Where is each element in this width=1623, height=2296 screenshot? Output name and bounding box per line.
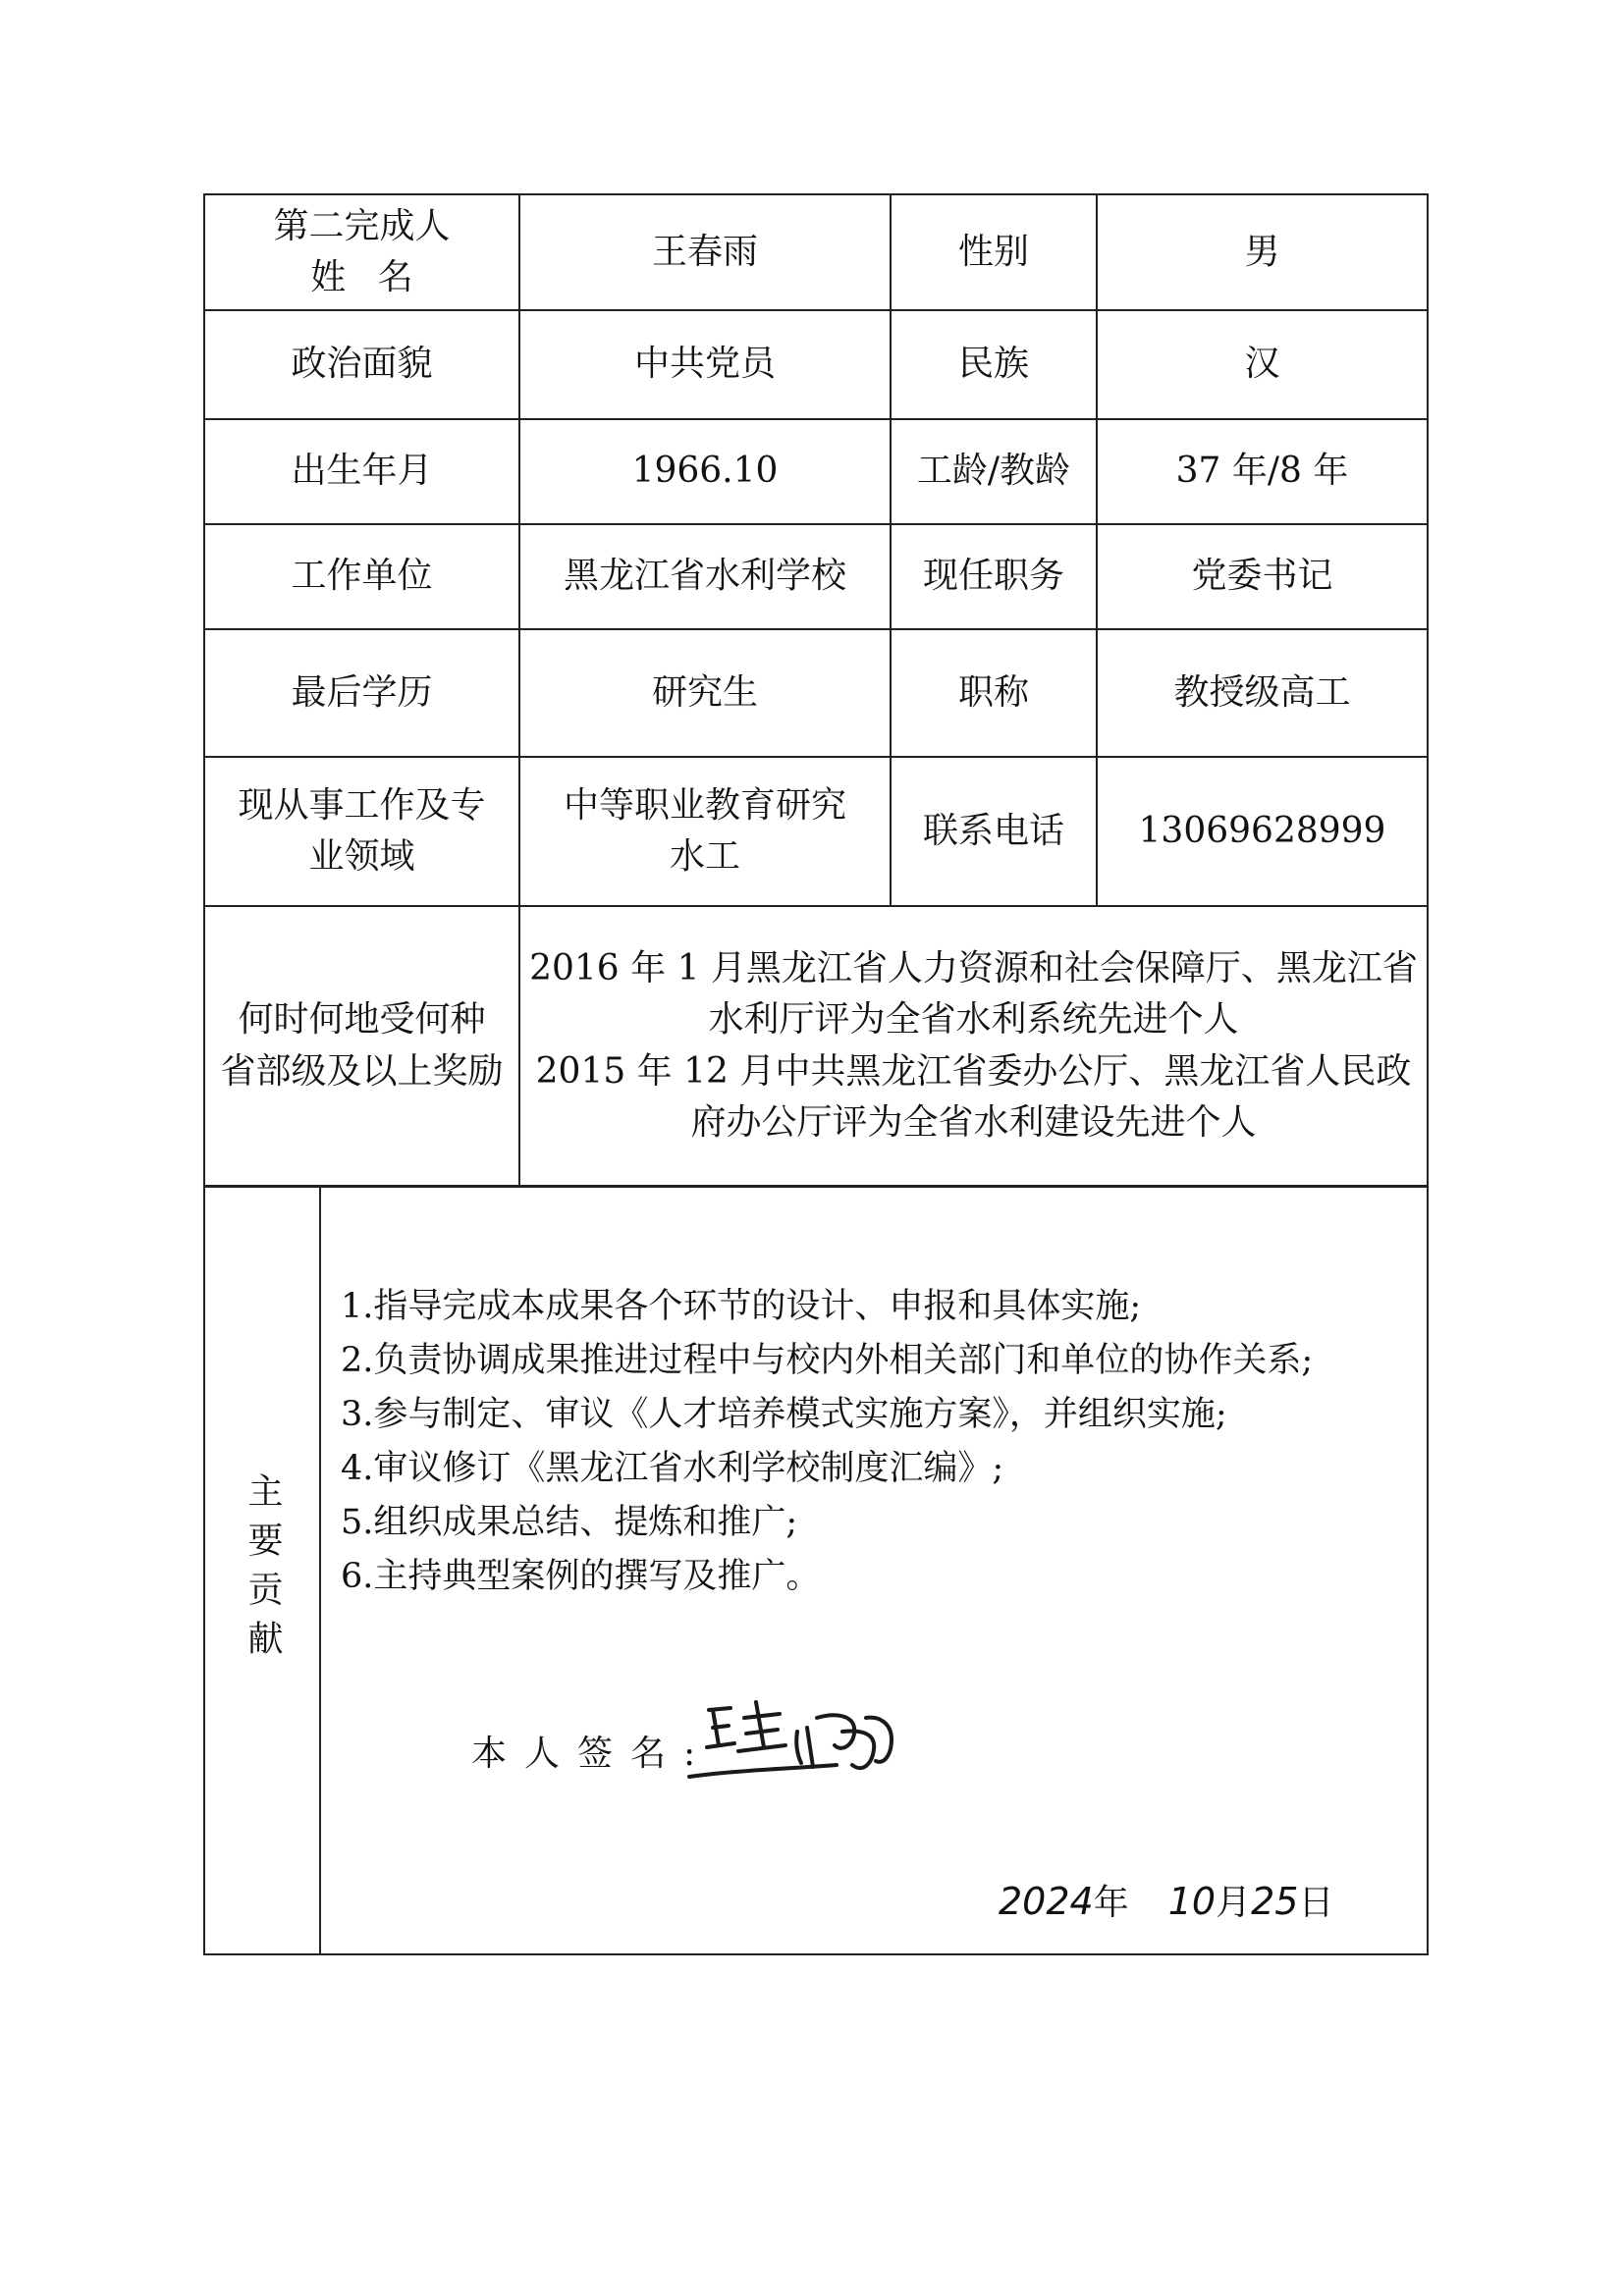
field-value-line1: 中等职业教育研究 [563,784,846,826]
awards-label-line2: 省部级及以上奖励 [220,1050,504,1092]
title-value: 教授级高工 [1097,629,1427,757]
list-item: 5.组织成果总结、提炼和推广; [341,1503,798,1542]
date-month: 10 [1167,1880,1217,1923]
list-item: 6.主持典型案例的撰写及推广。 [341,1557,821,1596]
politics-label: 政治面貌 [205,310,519,419]
table-row-politics [205,310,1427,419]
birth-label: 出生年月 [205,419,519,524]
name-label-cell [205,195,519,310]
phone-label: 联系电话 [891,757,1097,906]
table-row-birth [205,419,1427,524]
table-row-education [205,629,1427,757]
contributions-body [321,1188,1427,1953]
list-item: 2.负责协调成果推进过程中与校内外相关部门和单位的协作关系; [341,1341,1314,1380]
info-table [205,195,1427,1187]
awards-value-cell [519,906,1427,1186]
table-row-awards [205,906,1427,1186]
awards-label-line1: 何时何地受何种 [238,999,486,1041]
phone-value: 13069628999 [1097,757,1427,906]
name-label-line2: 姓名 [310,257,446,297]
birth-value: 1966.10 [519,419,891,524]
date-day: 25 [1251,1880,1299,1923]
award-item: 2015 年 12 月中共黑龙江省委办公厅、黑龙江省人民政府办公厅评为全省水利建设先进个人 [535,1050,1412,1143]
handwritten-signature [670,1688,925,1787]
position-value: 党委书记 [1097,524,1427,629]
awards-label-cell [205,906,519,1186]
position-label: 现任职务 [891,524,1097,629]
politics-value: 中共党员 [519,310,891,419]
field-value-cell [519,757,891,906]
contributions-row [205,1186,1427,1953]
education-label: 最后学历 [205,629,519,757]
contributions-label: 主要贡献 [243,1472,283,1669]
date-year-unit: 年 [1093,1883,1129,1923]
field-label-line1: 现从事工作及专 [238,784,486,826]
education-value: 研究生 [519,629,891,757]
seniority-label: 工龄/教龄 [891,419,1097,524]
signature-label: 本人签名: [471,1734,714,1774]
ethnicity-label: 民族 [891,310,1097,419]
gender-value: 男 [1097,195,1427,310]
contributions-list [341,1280,1313,1604]
title-label: 职称 [891,629,1097,757]
list-item: 4.审议修订《黑龙江省水利学校制度汇编》; [341,1449,1004,1488]
table-row-workplace [205,524,1427,629]
award-item: 2016 年 1 月黑龙江省人力资源和社会保障厅、黑龙江省水利厅评为全省水利系统先进个人 [529,948,1418,1041]
table-row-name [205,195,1427,310]
gender-label: 性别 [891,195,1097,310]
signature-date [999,1875,1333,1925]
name-value: 王春雨 [519,195,891,310]
application-form [203,193,1429,1955]
name-label-line1: 第二完成人 [273,205,451,246]
list-item: 1.指导完成本成果各个环节的设计、申报和具体实施; [341,1287,1142,1326]
contributions-label-cell [205,1188,321,1953]
date-month-unit: 月 [1216,1883,1252,1923]
list-item: 3.参与制定、审议《人才培养模式实施方案》，并组织实施; [341,1395,1227,1434]
date-year: 2024 [999,1880,1094,1923]
ethnicity-value: 汉 [1097,310,1427,419]
field-label-line2: 业领域 [308,836,415,877]
field-label-cell [205,757,519,906]
field-value-line2: 水工 [669,836,740,877]
workplace-label: 工作单位 [205,524,519,629]
date-day-unit: 日 [1298,1883,1334,1923]
workplace-value: 黑龙江省水利学校 [519,524,891,629]
table-row-field [205,757,1427,906]
seniority-value: 37 年/8 年 [1097,419,1427,524]
